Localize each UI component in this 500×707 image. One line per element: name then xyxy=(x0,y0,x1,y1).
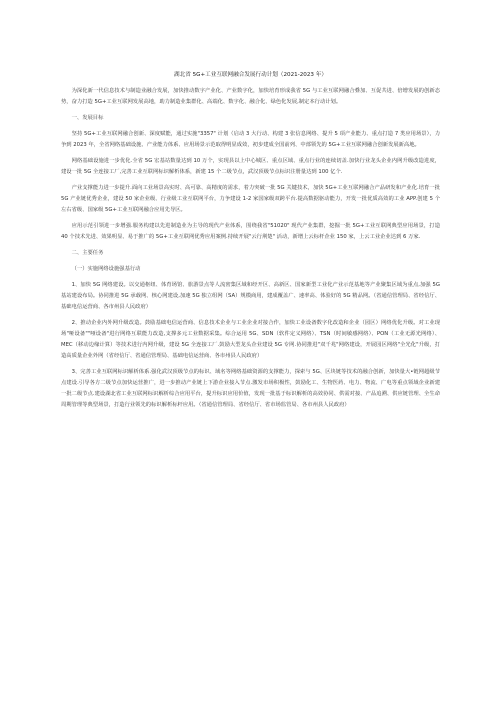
document-body xyxy=(61,71,440,416)
task-paragraph-intranet: 2、推动企业内外网升级改造。鼓励基础电信运营商、信息技术企业与工业企业对接合作，加快工业设备数字化改造和企业（园区）网络优化升级。对工业现场"哑设备""哑设备"进行网络互联能力改造,支撑多元工业数据采集。综合运用 5G、SDN（软件定义网络）、TSN（时间敏感网络）、PON（工业无源光网络）、MEC（移动边缘计算）等技术进行内网升级，建设 5G 全连接工厂.鼓励大型龙头企业建设 5G 专网.协同推进"双千兆"网络建设，开展园区网络"全光化"升级，打造高质量企业外网（省经信厅、省通信管理局、基础电信运营商、各市州县人民政府） xyxy=(61,320,440,359)
goals-paragraph-network: 网络基础设施进一步优化.全省 5G 宏基站数量达到 10 万个，实现县以上中心城区、重点区域、重点行业的连续切盖.加快行业龙头企业内网升级改造进度，建设一批 5G 全连接工厂,完善工业互联网标识解析体系，新建 15 个二级节点，武汉顶级节点标识注册量达到 100 亿个. xyxy=(61,158,440,175)
subsection-heading-network: （一）实施网络设施强基行动 xyxy=(71,266,141,272)
goals-paragraph-application: 应用示范引领进一步增强.服务构建以先进制造业为主导的现代产业体系，围绕我省"51020" 现代产业集群，挖掘一批 5G+工业互联网典型应用场景，打造 40 个技术先进、效果明显、易于推广的 5G+工业互联网优秀应用案例.持续开展"云行荆楚" 活动，新增上云标杆企业 150 家，上云工业企业达到 6 万家. xyxy=(61,223,440,240)
section-heading-tasks: 二、主要任务 xyxy=(71,250,104,256)
goals-paragraph-overview: 坚持 5G+工业互联网融合创新、深度赋能，通过实施"3357" 计划（启动 3 大行动、构建 3 张信息网络、提升 5 项产业能力、重点打造 7 类应用场景），力争到 2023 年，全省网络基础设施、产业能力体系、应用场景示范取得明显成效，初步建成全国前列、中部领先的 5G+工业互联网融合创新发展新高地。 xyxy=(61,131,440,148)
document-title: 湖北省 5G+工业互联网融合发展行动计划（2021-2023 年） xyxy=(174,72,327,78)
task-paragraph-identifier: 3、完善工业互联网标识解析体系.强化武汉顶级节点的标识、域名等网络基础资源的支撑能力，探索与 5G、区块链等技术的融合创新，加快量大•链网超级节点建设.引导各方二级节点加快运营推广，进一步推动产业链上下游企业接入节点.激发市场积极性，鼓励化工、生物医药、电力、物流、广电等重点领域企业新建一批二级节点.建设湖北省工业互联网标识解析综合应用平台，提升标识应用价值，发现一批基于标识解析的高效协同、供需对接、产品追溯、供应链管理、全生命周期管理等典型场景，打造行业领先的标识解析标杆应用。（省通信管理局、省经信厅、省市场监管局、各市州县人民政府） xyxy=(61,369,440,408)
section-heading-goals: 一、发展目标 xyxy=(71,115,104,121)
goals-paragraph-industry: 产业支撑能力进一步提升.面向工业场景高实时、高可靠、高精度的需求，着力突破一批 5G 关键技术，加快 5G+工业互联网融合产品研发和产业化.培育一批 5G 产业链优秀企业，建设 50 家企业级、行业级工业互联网平台，力争建设 1-2 家国家级双跨平台.提高数据驱动能力，开发一批优质高效的工业 APP.创建 5 个左右省级、国家级 5G+工业互联网融合应用先导区。 xyxy=(61,185,440,213)
task-paragraph-5g: 1、加快 5G 网络建设。以交通枢纽、体育场馆、旅游景点等人流密集区域和经开区、高新区、国家新型工业化产业示范基地等产业聚集区域为重点,加强 5G 基站建设布局。协同推进 5G 承载网、核心网建设,加速 5G 独立组网（SA）规模商用，建成覆盖广、速率高、体验好的 5G 精品网。（省通信管理局、省经信厅、基础电信运营商、各市州县人民政府） xyxy=(61,282,440,310)
intro-paragraph: 为深化新一代信息技术与制造业融合发展，加快推动数字产业化、产业数字化，加快培育形成我省 5G 与工业互联网融合叠加、互促共进、倍增发展的创新态势，奋力打造 5G+工业互联网发展高地，助力制造业集群化、高端化、数字化、融合化、绿色化发展,制定本行动计划。 xyxy=(61,88,440,105)
